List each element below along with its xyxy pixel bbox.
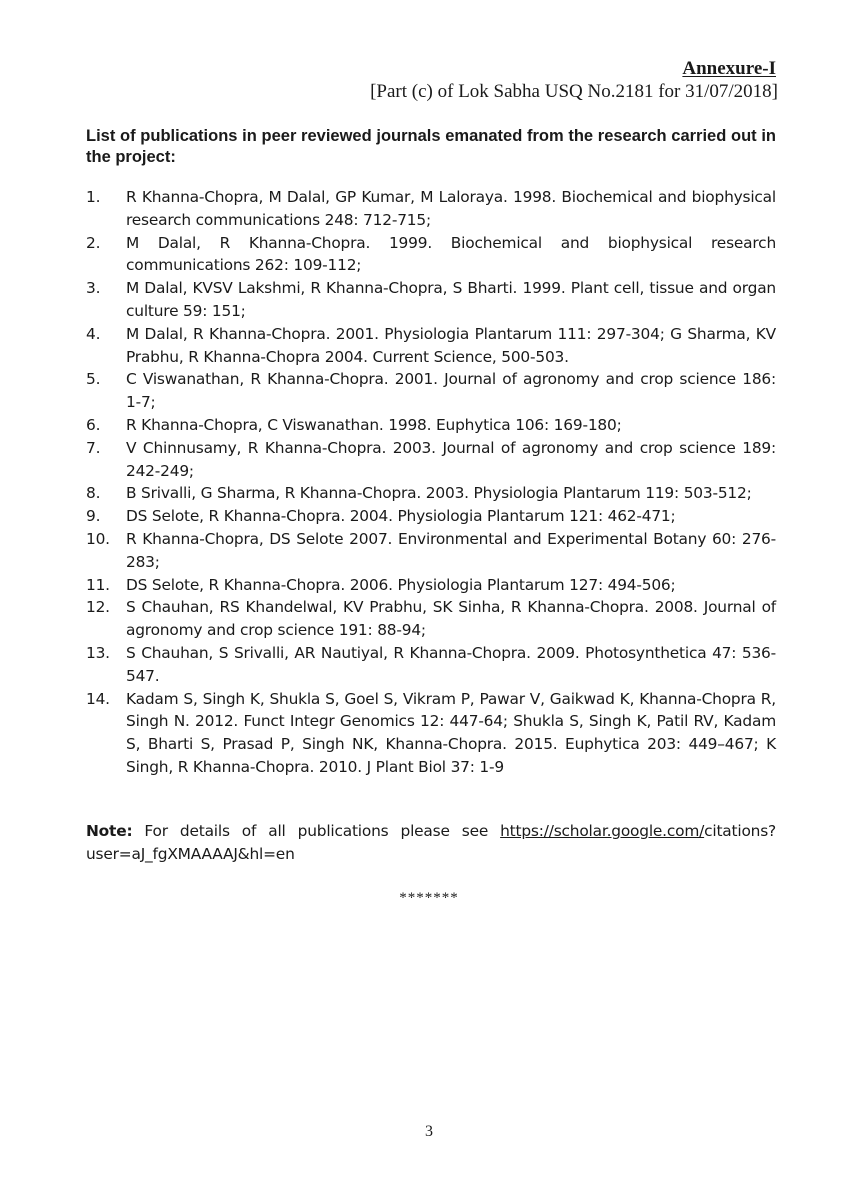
list-item	[86, 277, 776, 323]
list-item	[86, 323, 776, 369]
item-text: M Dalal, R Khanna-Chopra. 1999. Biochemical and biophysical research communications 262: 109-112;	[126, 233, 776, 275]
item-number: 11.	[86, 575, 110, 594]
end-separator: *******	[399, 890, 459, 906]
list-item	[86, 642, 776, 688]
item-number: 4.	[86, 324, 101, 343]
item-text: V Chinnusamy, R Khanna-Chopra. 2003. Journal of agronomy and crop science 189: 242-249;	[126, 438, 776, 480]
list-item	[86, 688, 776, 779]
item-text: DS Selote, R Khanna-Chopra. 2006. Physiologia Plantarum 127: 494-506;	[126, 575, 676, 594]
list-item	[86, 232, 776, 278]
item-number: 14.	[86, 689, 110, 708]
list-item	[86, 186, 776, 232]
item-text: C Viswanathan, R Khanna-Chopra. 2001. Journal of agronomy and crop science 186: 1-7;	[126, 370, 776, 412]
list-heading: List of publications in peer reviewed journals emanated from the research carried out in the project:	[86, 127, 776, 166]
item-text: R Khanna-Chopra, C Viswanathan. 1998. Euphytica 106: 169-180;	[126, 415, 622, 434]
list-item	[86, 528, 776, 574]
list-item	[86, 414, 776, 437]
item-number: 10.	[86, 529, 110, 548]
item-text: S Chauhan, RS Khandelwal, KV Prabhu, SK Sinha, R Khanna-Chopra. 2008. Journal of agronomy and crop science 191: 88-94;	[126, 598, 776, 640]
item-text: Kadam S, Singh K, Shukla S, Goel S, Vikram P, Pawar V, Gaikwad K, Khanna-Chopra R, Singh N. 2012. Funct Integr Genomics 12: 447-64; Shukla S, Singh K, Patil RV, Kadam S, Bharti S, Prasad P, Singh NK, Khanna-Chopra. 2015. Euphytica 203: 449–467; K Singh, R Khanna-Chopra. 2010. J Plant Biol 37: 1-9	[126, 689, 776, 776]
item-text: M Dalal, KVSV Lakshmi, R Khanna-Chopra, S Bharti. 1999. Plant cell, tissue and organ culture 59: 151;	[126, 279, 776, 320]
item-text: S Chauhan, S Srivalli, AR Nautiyal, R Khanna-Chopra. 2009. Photosynthetica 47: 536-547.	[126, 643, 776, 685]
item-text: DS Selote, R Khanna-Chopra. 2004. Physiologia Plantarum 121: 462-471;	[126, 507, 676, 526]
question-reference: [Part (c) of Lok Sabha USQ No.2181 for 31/07/2018]	[370, 81, 778, 102]
scholar-link[interactable]: https://scholar.google.com/	[500, 822, 705, 840]
note-link-rest: citations?user=aJ_fgXMAAAAJ&hl=en	[86, 822, 776, 863]
item-number: 2.	[86, 233, 101, 252]
list-item	[86, 574, 776, 597]
item-number: 6.	[86, 415, 101, 434]
publication-list	[86, 186, 776, 779]
item-number: 3.	[86, 279, 101, 298]
page-number: 3	[425, 1123, 433, 1140]
item-number: 7.	[86, 438, 101, 457]
list-item	[86, 596, 776, 642]
item-number: 9.	[86, 507, 101, 526]
item-number: 12.	[86, 598, 110, 617]
list-item	[86, 505, 776, 528]
item-number: 1.	[86, 188, 101, 206]
list-item	[86, 482, 776, 505]
item-text: M Dalal, R Khanna-Chopra. 2001. Physiologia Plantarum 111: 297-304; G Sharma, KV Prabhu, R Khanna-Chopra 2004. Current Science, 500-503.	[126, 324, 776, 366]
item-number: 13.	[86, 643, 110, 662]
list-item	[86, 437, 776, 483]
note-text: For details of all publications please see	[132, 822, 501, 840]
item-text: R Khanna-Chopra, M Dalal, GP Kumar, M Laloraya. 1998. Biochemical and biophysical research communications 248: 712-715;	[126, 188, 776, 229]
item-text: R Khanna-Chopra, DS Selote 2007. Environmental and Experimental Botany 60: 276-283;	[126, 529, 776, 571]
item-number: 5.	[86, 370, 101, 389]
note-paragraph	[86, 820, 776, 866]
list-item	[86, 368, 776, 414]
item-number: 8.	[86, 484, 101, 503]
item-text: B Srivalli, G Sharma, R Khanna-Chopra. 2003. Physiologia Plantarum 119: 503-512;	[126, 484, 752, 503]
annexure-title: Annexure-I	[682, 58, 776, 79]
note-label: Note:	[86, 822, 133, 840]
